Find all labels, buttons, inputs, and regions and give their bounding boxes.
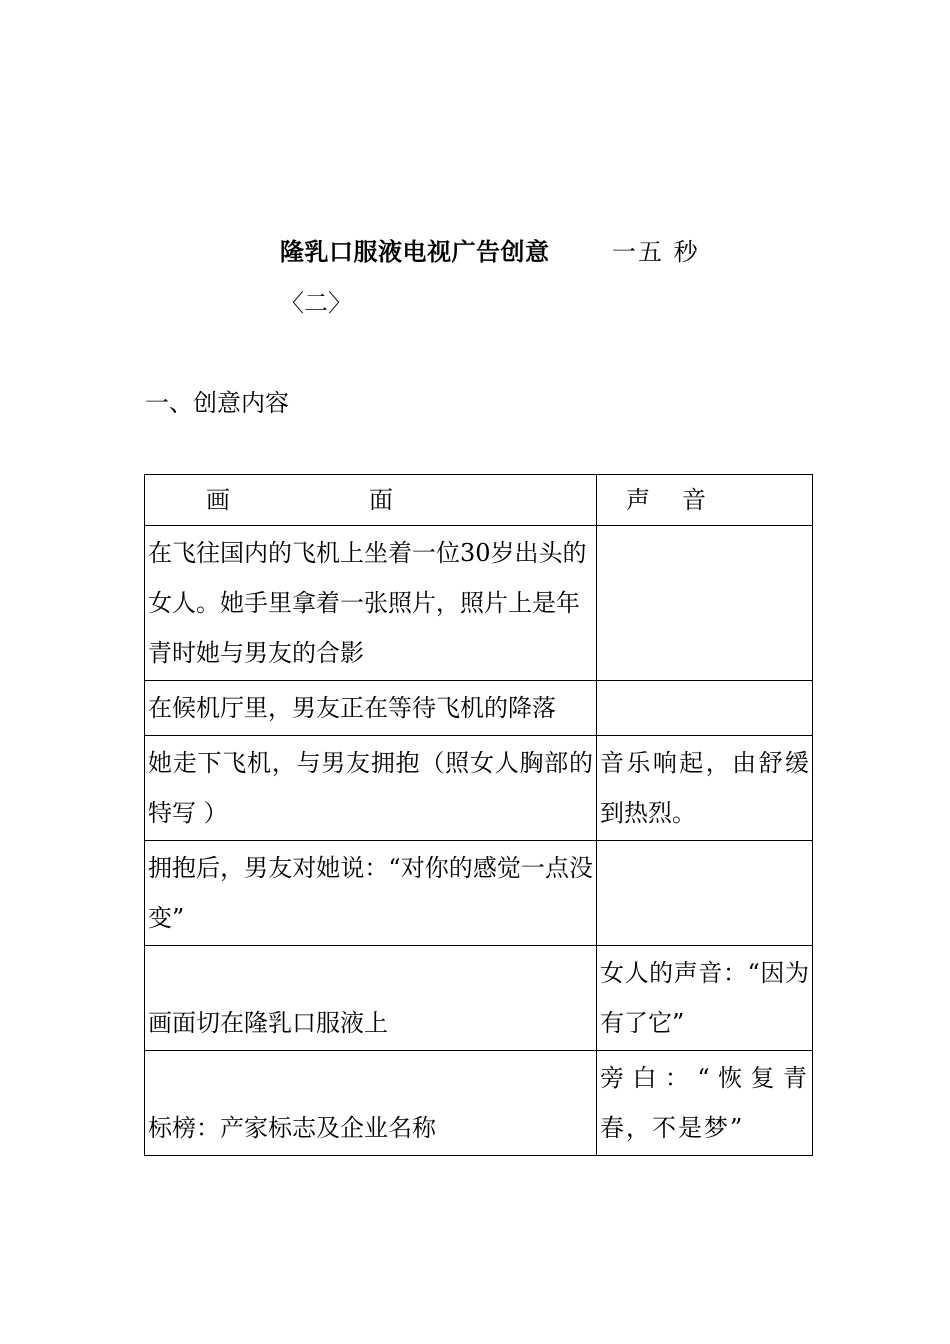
table-row <box>145 681 813 736</box>
picture-column-header <box>145 475 597 526</box>
document-subtitle: 〈二〉 <box>280 289 352 317</box>
sound-header-label: 声音 <box>626 486 738 514</box>
picture-header-char: 面 <box>369 486 393 514</box>
section-heading: 一、创意内容 <box>145 389 289 417</box>
sound-cell: 女人的声音：“因为有了它” <box>597 946 813 1051</box>
storyboard-table <box>144 474 813 1156</box>
sound-cell <box>597 526 813 681</box>
sound-cell: 音乐响起，由舒缓到热烈。 <box>597 736 813 841</box>
table-header-row <box>145 475 813 526</box>
table-row <box>145 946 813 1051</box>
ad-duration: 一五 秒 <box>612 238 700 266</box>
sound-column-header <box>597 475 813 526</box>
table-row <box>145 736 813 841</box>
sound-cell <box>597 681 813 736</box>
picture-cell: 标榜：产家标志及企业名称 <box>145 1051 597 1156</box>
sound-cell: 旁白：“恢复青春，不是梦” <box>597 1051 813 1156</box>
sound-cell <box>597 841 813 946</box>
picture-cell: 拥抱后，男友对她说：“对你的感觉一点没变” <box>145 841 597 946</box>
picture-cell: 她走下飞机，与男友拥抱（照女人胸部的特写 ） <box>145 736 597 841</box>
table-row <box>145 1051 813 1156</box>
document-title: 隆乳口服液电视广告创意 <box>280 237 550 266</box>
picture-cell: 画面切在隆乳口服液上 <box>145 946 597 1051</box>
table-row <box>145 841 813 946</box>
picture-header-char: 画 <box>206 486 230 514</box>
document-title-line <box>280 234 760 270</box>
picture-cell: 在候机厅里，男友正在等待飞机的降落 <box>145 681 597 736</box>
table-row <box>145 526 813 681</box>
picture-cell: 在飞往国内的飞机上坐着一位30岁出头的女人。她手里拿着一张照片，照片上是年青时她与男友的合影 <box>145 526 597 681</box>
